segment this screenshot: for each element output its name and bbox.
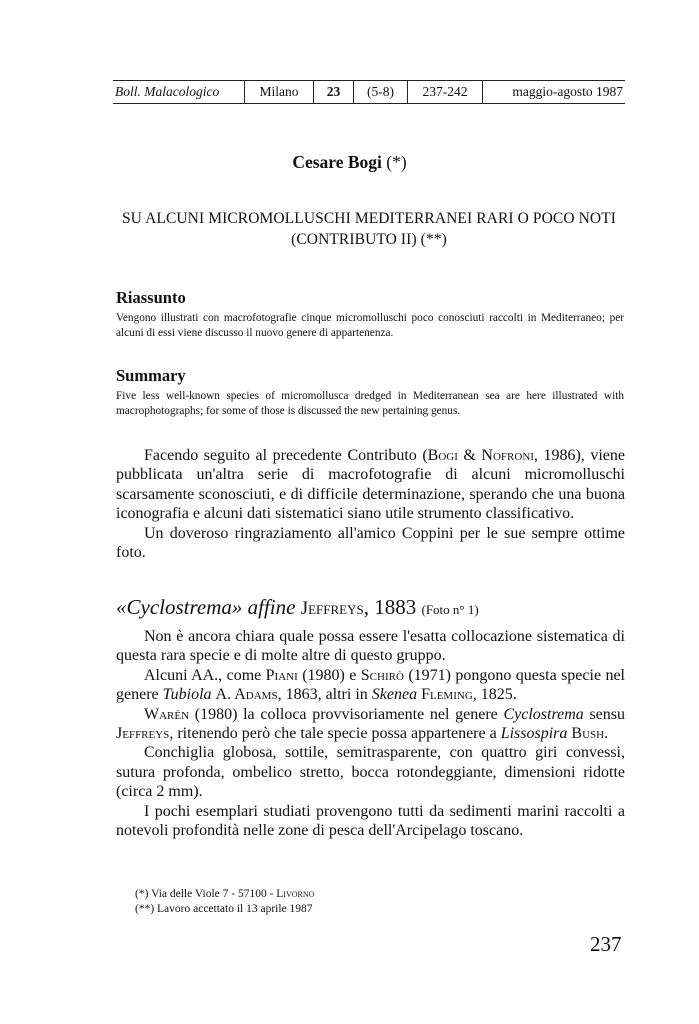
footnote-city: Livorno [276, 888, 315, 900]
citation-author: Warén [144, 705, 190, 723]
species-paragraph-1: Non è ancora chiara quale possa essere l'esatta collocazione sistematica di questa rara specie e di molte altre di questo gruppo. [116, 628, 625, 665]
species-paragraph-2 [116, 666, 625, 705]
text-run: Alcuni AA., come [144, 666, 266, 684]
species-paragraph-5: I pochi esemplari studiati provengono tutti da sedimenti marini raccolti a notevoli profondità nelle zone di pesca dell'Arcipelago toscano. [116, 802, 625, 840]
species-photo-ref: (Foto n° 1) [421, 602, 479, 617]
riassunto-heading: Riassunto [116, 288, 186, 307]
intro-citation: Bogi & Nofroni [427, 447, 534, 464]
citation-author: Bush [571, 725, 605, 743]
text-run: sensu [583, 705, 625, 723]
species-paragraph-3 [116, 705, 625, 744]
text-run: . [604, 725, 609, 743]
text-run: (1971) pongono questa specie nel genere [116, 666, 626, 704]
summary-text: Five less well-known species of micromollusca dredged in Mediterranean sea are here illustrated with macrophotographs; for some of those is discussed the new pertaining genus. [116, 390, 624, 417]
citation-author: Jeffreys [116, 725, 170, 743]
article-title [113, 208, 625, 250]
journal-name: Boll. Malacologico [113, 81, 245, 103]
species-paragraph-4: Conchiglia globosa, sottile, semitrasparente, con quattro giri convessi, sutura profonda, ombelico stretto, bocca rotondeggiante, dimensioni ridotte (circa 2 mm). [116, 744, 625, 801]
citation-author: A. Adams [215, 686, 278, 704]
footnote-1 [135, 887, 314, 902]
footnotes [135, 887, 314, 917]
intro-text: , 1986), viene pubblicata un'altra serie di macrofotografie di alcuni micromolluschi scarsamente sconosciuti, e di difficile determinazione, sperando che una buona iconografia e alcuni dati sistematici siano utile strumento classificativo. [116, 447, 625, 523]
text-run: , 1863, altri in [277, 686, 372, 704]
species-heading [116, 595, 479, 620]
summary-heading: Summary [116, 366, 186, 385]
author-name: Cesare Bogi [292, 152, 382, 172]
species-name: «Cyclostrema» affine [116, 595, 296, 619]
genus-name: Lissospira [500, 725, 568, 743]
text-run: (1980) e [297, 666, 361, 684]
journal-pages: 237-242 [408, 81, 483, 103]
citation-author: Piani [265, 666, 298, 684]
journal-city: Milano [245, 81, 314, 103]
journal-header [113, 80, 625, 104]
page-number: 237 [590, 932, 622, 956]
genus-name: Skenea [371, 686, 418, 704]
text-run: , 1825. [472, 686, 517, 704]
species-year: , 1883 [363, 595, 417, 619]
intro-paragraph-1 [116, 446, 625, 524]
author-note-marker: (*) [386, 152, 407, 172]
journal-issue: (5-8) [354, 81, 408, 103]
citation-author: Schirò [360, 666, 404, 684]
footnote-2: (**) Lavoro accettato il 13 aprile 1987 [135, 903, 313, 915]
genus-name: Cyclostrema [503, 705, 584, 723]
citation-author: Fleming [421, 686, 473, 704]
species-body [116, 627, 625, 840]
title-line-1: SU ALCUNI MICROMOLLUSCHI MEDITERRANEI RARI O POCO NOTI [121, 210, 617, 227]
species-author: Jeffreys [300, 598, 364, 619]
intro-paragraph-2: Un doveroso ringraziamento all'amico Coppini per le sue sempre ottime foto. [116, 524, 625, 562]
text-run: (1980) la colloca provvisoriamente nel genere [189, 705, 504, 723]
riassunto-text: Vengono illustrati con macrofotografie cinque micromolluschi poco conosciuti raccolti in Mediterraneo; per alcuni di essi viene discusso il nuovo genere di appartenenza. [116, 312, 624, 339]
intro-section [116, 446, 625, 562]
title-line-2: (CONTRIBUTO II) (**) [291, 231, 447, 248]
journal-date: maggio-agosto 1987 [512, 84, 623, 99]
footnote-text: (*) Via delle Viole 7 - 57100 - [135, 888, 277, 900]
genus-name: Tubiola [162, 686, 212, 704]
journal-volume: 23 [314, 81, 354, 103]
intro-text: Facendo seguito al precedente Contributo ( [144, 447, 428, 464]
author-line [0, 152, 699, 173]
text-run: , ritenendo però che tale specie possa appartenere a [169, 725, 501, 743]
